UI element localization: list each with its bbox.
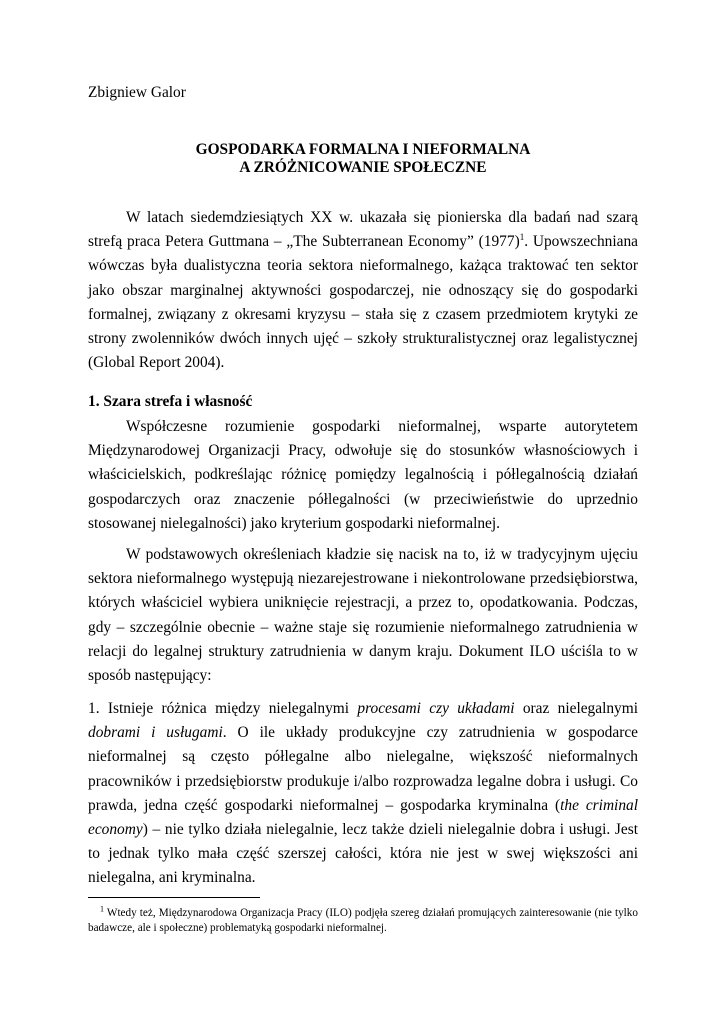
point-italic-3: the criminal economy <box>88 796 638 839</box>
intro-text-continued: . Upowszechniana wówczas była dualistyczna teoria sektora nieformalnego, każąca traktować ten sektor jako obszar marginalnej aktywności gospodarczej, nie odnoszący się do gospodarki formalnej, związany z okresami kryzysu – stała się z czasem przedmiotem krytyki ze strony zwolenników dwóch innych ujęć – szkoły strukturalistycznej oraz legalistycznej (Global Report 2004). <box>88 233 638 372</box>
footnote-separator <box>88 897 260 898</box>
point-text-4: ) – nie tylko działa nielegalnie, lecz także dzieli nielegalnie dobra i usługi. Jest to jednak tylko mała część szerszej całości, która nie jest w swej większości ani nielegalna, ani kryminalna. <box>88 821 638 887</box>
section-paragraph-1: Współczesne rozumienie gospodarki nieformalnej, wsparte autorytetem Międzynarodowej Organizacji Pracy, odwołuje się do stosunków własnościowych i właścicielskich, podkreślając różnicę pomiędzy legalnością i półlegalnością działań gospodarczych oraz znaczenie półlegalności (w przeciwieństwie do uprzednio stosowanej nielegalności) jako kryterium gospodarki nieformalnej. <box>88 418 638 532</box>
footnote-reference: 1 <box>519 232 525 243</box>
document-title <box>88 141 638 177</box>
footnote-number: 1 <box>100 904 104 914</box>
point-italic-1: procesami czy układami <box>357 700 515 717</box>
intro-paragraph <box>88 206 638 375</box>
section-point-1 <box>88 697 638 891</box>
section-heading: 1. Szara strefa i własność <box>88 393 253 410</box>
author-name: Zbigniew Galor <box>88 84 186 101</box>
title-line-2: A ZRÓŻNICOWANIE SPOŁECZNE <box>239 159 487 176</box>
point-text-3: . O ile układy produkcyjne czy zatrudnienia w gospodarce nieformalnej są często półlegalne albo nielegalne, większość nieformalnych pracowników i przedsiębiorstw produkuje i/albo rozprowadza legalne dobra i usługi. Co prawda, jedna część gospodarki nieformalnej – gospodarka kryminalna ( <box>88 724 638 814</box>
intro-text: W latach siedemdziesiątych XX w. ukazała się pionierska dla badań nad szarą strefą praca Petera Guttmana – „The Subterranean Economy” (1977) <box>88 209 638 251</box>
point-text-1: 1. Istnieje różnica między nielegalnymi <box>88 700 358 717</box>
section-paragraph-2: W podstawowych określeniach kładzie się nacisk na to, iż w tradycyjnym ujęciu sektora nieformalnego występują niezarejestrowane i niekontrolowane przedsiębiorstwa, których właściciel wybiera uniknięcie rejestracji, a przez to, opodatkowania. Podczas, gdy – szczególnie obecnie – ważne staje się rozumienie nieformalnego zatrudnienia w relacji do legalnej struktury zatrudnienia w danym kraju. Dokument ILO uściśla to w sposób następujący: <box>88 546 638 685</box>
title-line-1: GOSPODARKA FORMALNA I NIEFORMALNA <box>195 141 531 158</box>
footnote <box>88 906 638 936</box>
point-italic-2: dobrami i usługami <box>88 724 223 742</box>
point-text-2: oraz nielegalnymi <box>514 700 638 717</box>
footnote-text: Wtedy też, Międzynarodowa Organizacja Pracy (ILO) podjęła szereg działań promujących zainteresowanie (nie tylko badawcze, ale i społeczne) problematyką gospodarki nieformalnej. <box>88 907 638 934</box>
